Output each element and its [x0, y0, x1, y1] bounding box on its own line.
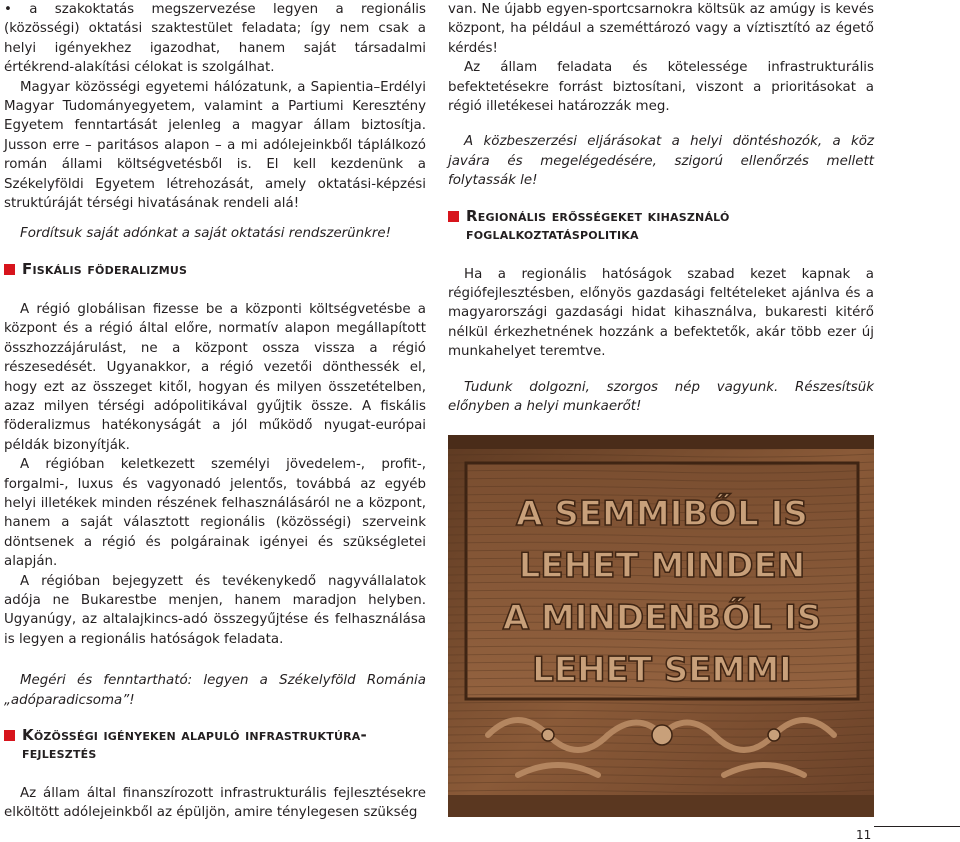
section-heading-text: Fiskális föderalizmus [22, 259, 188, 278]
red-square-bullet-icon [4, 730, 15, 741]
paragraph: Magyar közösségi egyetemi hálózatunk, a Sapientia–Erdélyi Magyar Tudományegyetem, valamint a Partiumi Keresztény Egyetem fenntartását jelenleg a magyar állam biztosítja. Jusson erre – paritásos alapon – a mi adólejeinkből táplálkozó román állami költségvetésből is. El kell kezdenünk a Székelyföldi Egyetem létrehozását, amely oktatási-képzési struktúráját térségi hivatásának rendeli alá! [4, 79, 426, 212]
paragraph: A régió globálisan fizesse be a központi költségvetésbe a központ és a régió által előre, normatív alapon megállapított összhozzájárulást, ne a központ ossza vissza a régió részesedését. Ugyanakkor, a régió vezetői dönthessék el, hogy ezt az összeget kitől, hogyan és milyen összetételben, azaz milyen térségi adópolitikával gyűjtik össze. A fiskális föderalizmus hatékonyságát a jól működő nyugat-európai példák bizonyítják. [4, 301, 426, 453]
paragraph: A régióban keletkezett személyi jövedelem-, profit-, forgalmi-, luxus és vagyonadó jelentős, továbbá az egyéb helyi illetékek minden részének felhasználásáról ne a központ, hanem a saját választott regionális (közösségi) szerveink döntsenek a régió és polgárainak igényei és szükségletei alapján. [4, 457, 426, 570]
section-heading [4, 726, 426, 762]
section-heading-text: Közösségi igényeken alapuló infrastruktúra-fejlesztés [22, 726, 367, 762]
carved-wood-photo [448, 435, 874, 817]
slogan: A közbeszerzési eljárásokat a helyi döntéshozók, a köz javára és megelégedésére, szigorú ellenőrzés mellett folytassák le! [448, 134, 874, 189]
paragraph: Ha a regionális hatóságok szabad kezet kapnak a régiófejlesztésben, előnyös gazdasági feltételeket ajánlva és a magyarországi gazdasági hidat kihasználva, bukaresti kitérő nélkül érkezhetnének hozzánk a befektetők, akár több ezer új munkahelyet teremtve. [448, 266, 874, 360]
slogan: Tudunk dolgozni, szorgos nép vagyunk. Részesítsük előnyben a helyi munkaerőt! [448, 379, 874, 415]
paragraph: • a szakoktatás megszervezése legyen a regionális (közösségi) oktatási szaktestület feladata; így nem csak a helyi igényekhez igazodhat, hanem saját társadalmi értékrend-alakítási célokat is szolgálhat. [4, 2, 426, 76]
carved-line: LEHET SEMMI [532, 650, 792, 690]
page-number: 11 [856, 828, 872, 842]
page-rule [874, 826, 960, 827]
carved-line: LEHET MINDEN [518, 546, 806, 586]
section-heading [448, 207, 874, 243]
red-square-bullet-icon [4, 264, 15, 275]
right-column [448, 0, 874, 417]
left-column [4, 0, 426, 823]
red-square-bullet-icon [448, 211, 459, 222]
paragraph: A régióban bejegyzett és tevékenykedő nagyvállalatok adója ne Bukarestbe menjen, hanem maradjon helyben. Ugyanúgy, az altalajkincs-adó összegyűjtése és felhasználása is legyen a regionális hatóságok feladata. [4, 573, 426, 647]
carved-wood-illustration [448, 435, 874, 817]
section-heading [4, 260, 426, 278]
paragraph: van. Ne újabb egyen-sportcsarnokra költsük az amúgy is kevés központ, ha például a szeméttározó vagy a víztisztító az égető kérdés! [448, 2, 874, 56]
carved-line: A MINDENBŐL IS [502, 598, 822, 638]
section-heading-text: Regionális erősségeket kihasználó foglalkoztatáspolitika [466, 206, 730, 243]
slogan: Fordítsuk saját adónkat a saját oktatási rendszerünkre! [20, 226, 392, 242]
slogan: Megéri és fenntartható: legyen a Székelyföld Románia „adóparadicsoma”! [4, 673, 426, 708]
paragraph: Az állam által finanszírozott infrastrukturális fejlesztésekre elköltött adólejeinkből az épüljön, amire ténylegesen szükség [4, 786, 426, 821]
carved-line: A SEMMIBŐL IS [516, 494, 808, 534]
paragraph: Az állam feladata és kötelessége infrastrukturális befektetésekre forrást biztosítani, viszont a prioritásokat a régió illetékesei határozzák meg. [448, 60, 874, 115]
